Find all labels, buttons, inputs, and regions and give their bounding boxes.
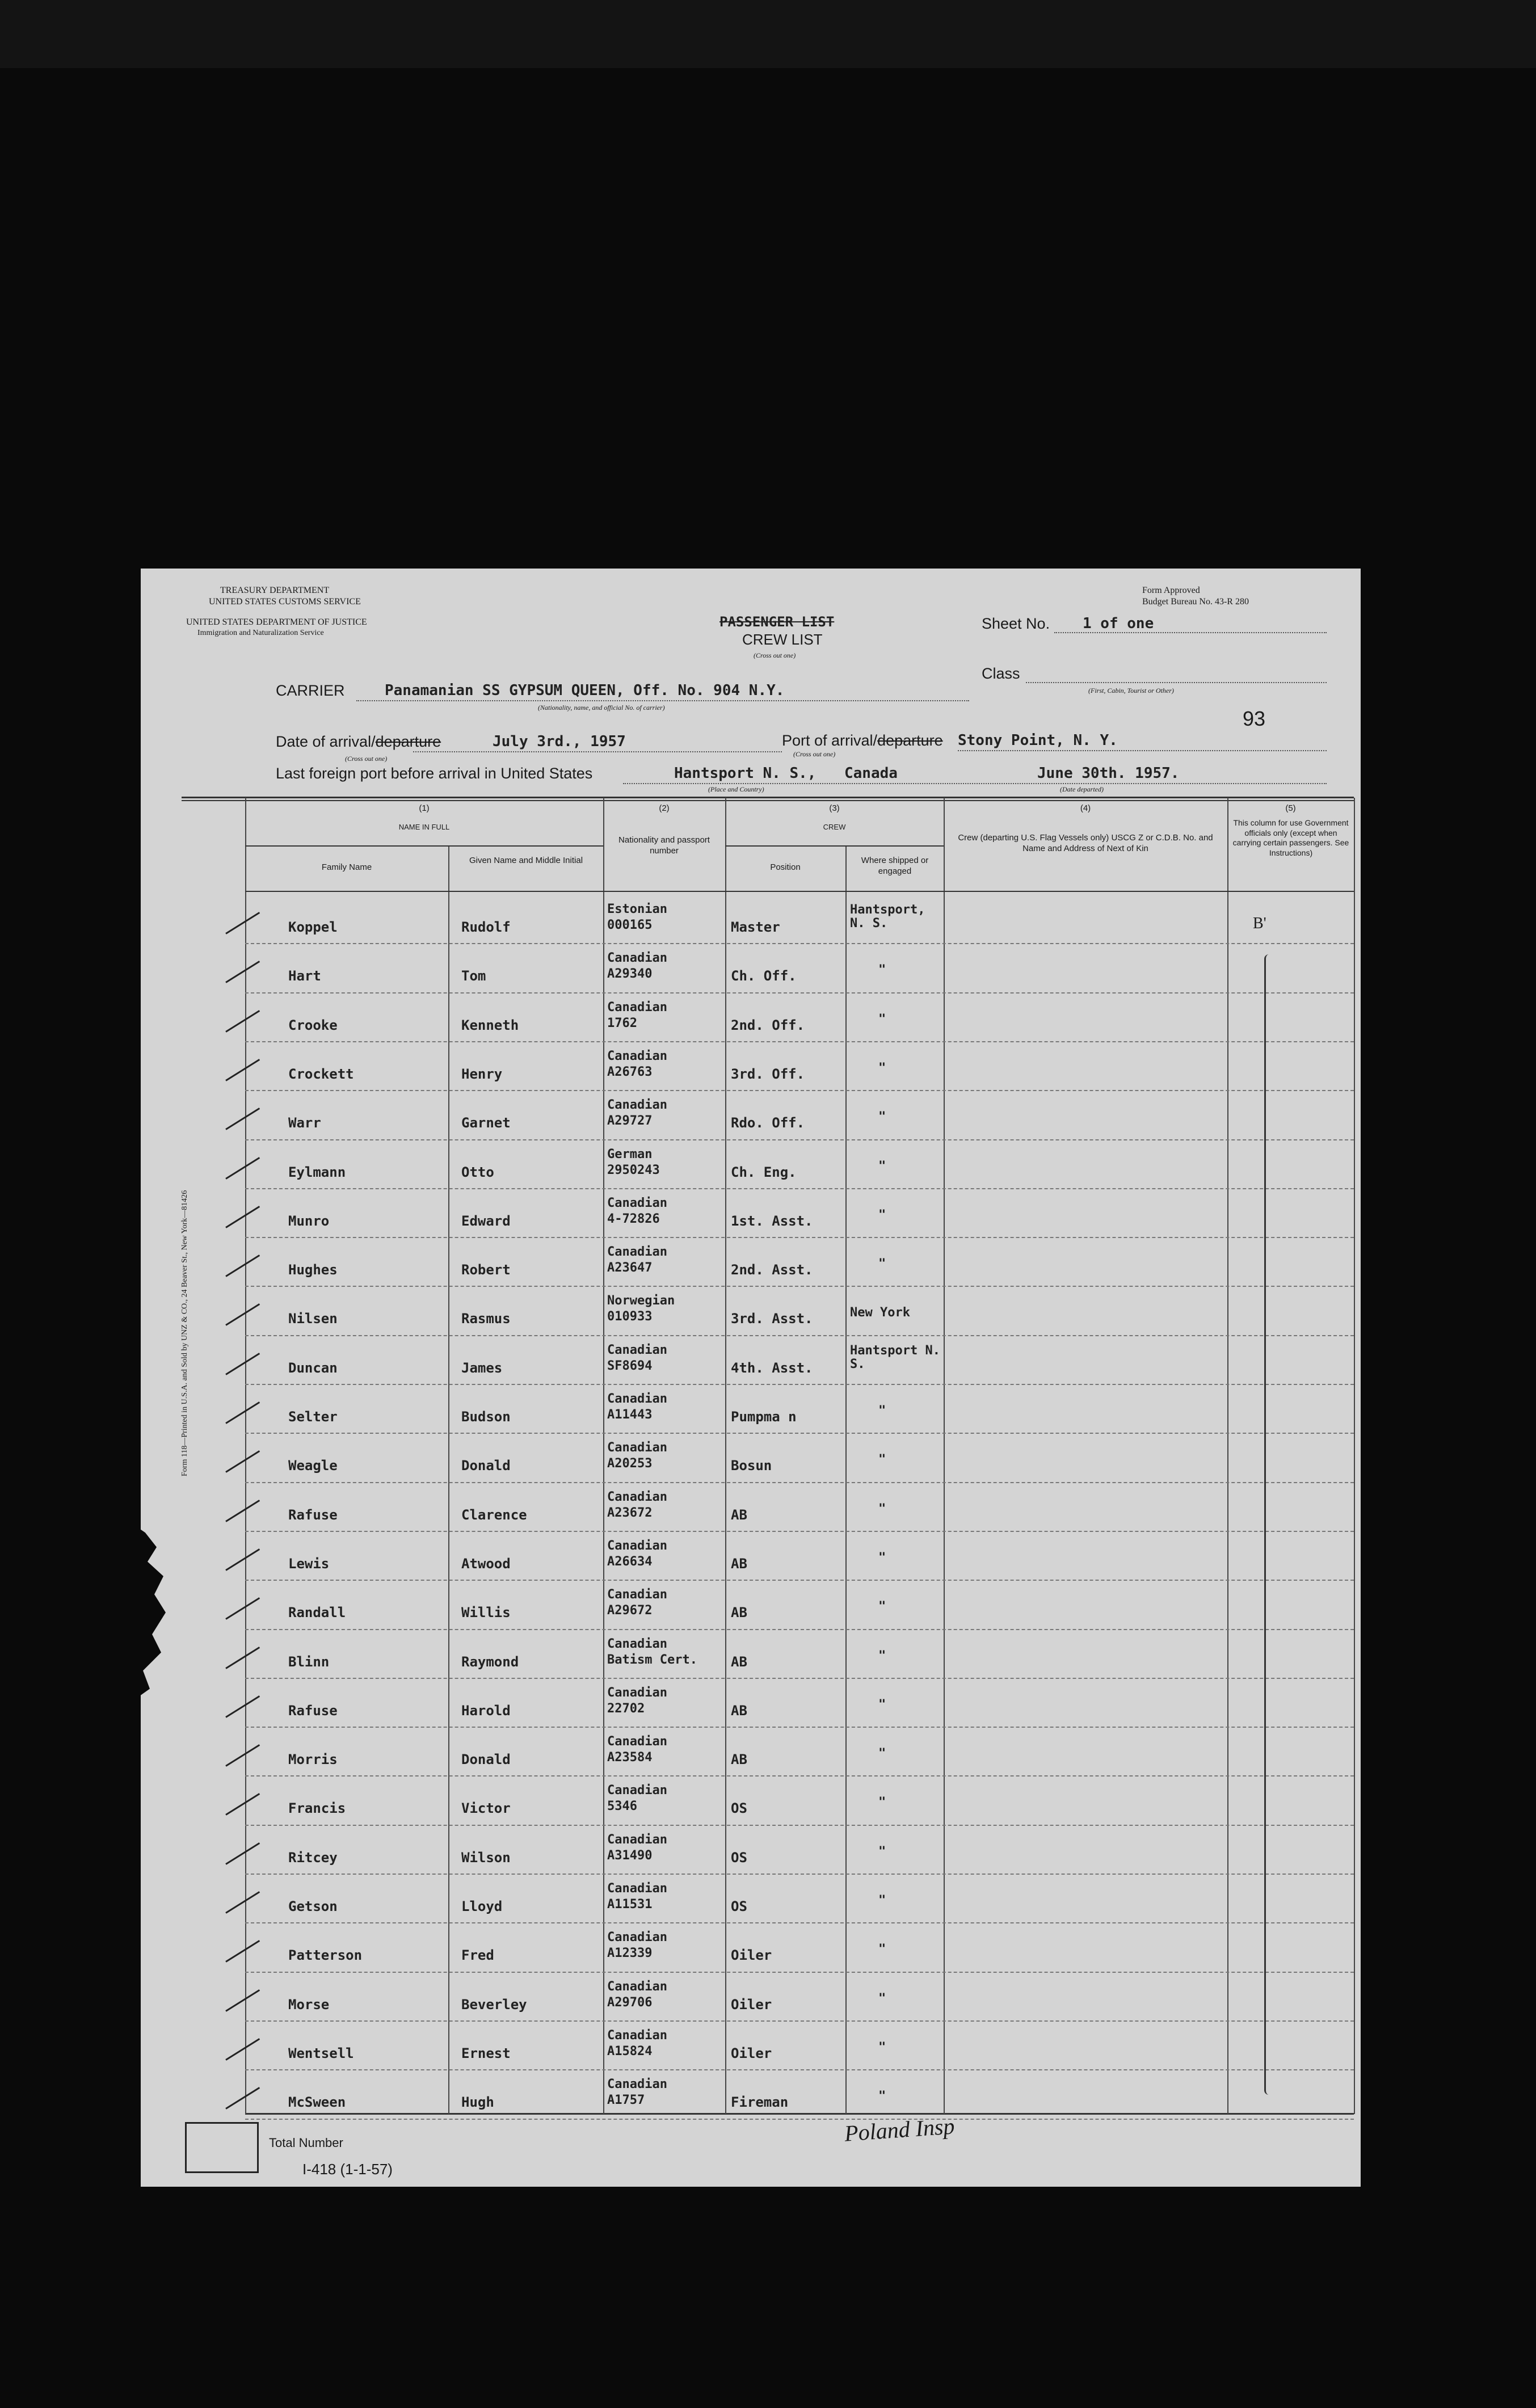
crew-passport: Batism Cert. [607,1652,697,1667]
crew-where-shipped: " [878,1501,886,1516]
crew-position: AB [731,1605,747,1621]
crew-passport: A11443 [607,1408,653,1422]
crew-position: AB [731,1653,747,1670]
dept-treasury: TREASURY DEPARTMENT [220,586,330,595]
crew-family-name: Hughes [288,1262,338,1278]
port-arrival-value: Stony Point, N. Y. [958,732,1118,749]
crew-given-name: Willis [461,1605,511,1621]
crew-given-name: Fred [461,1947,494,1964]
crew-passport: A20253 [607,1456,653,1471]
crew-passport: 2950243 [607,1163,660,1177]
crew-given-name: James [461,1359,503,1376]
crew-where-shipped: " [878,1697,886,1712]
crew-family-name: Getson [288,1898,338,1914]
crew-given-name: Budson [461,1409,511,1425]
crew-family-name: Lewis [288,1555,330,1572]
crew-position: Pumpma n [731,1409,797,1425]
row-divider [245,2020,1354,2022]
crew-given-name: Hugh [461,2094,494,2111]
crew-where-shipped: " [878,1599,886,1614]
row-divider [245,1384,1354,1385]
crew-given-name: Kenneth [461,1017,519,1033]
row-divider [245,1482,1354,1483]
inspector-signature: Poland Insp [843,2113,956,2146]
row-divider [245,1972,1354,1973]
check-mark [225,2087,260,2110]
form-approved: Form Approved [1142,586,1200,595]
crew-nationality: Canadian [607,1881,667,1896]
torn-edge [141,1522,175,1703]
col5-title: This column for use Government officials only (except when carrying certain passengers. See Instructions) [1232,818,1349,857]
port-arrival-label: Port of arrival/departure [782,732,943,749]
carrier-hint: (Nationality, name, and official No. of carrier) [538,704,665,712]
row-divider [245,1139,1354,1140]
col-given-name: Given Name and Middle Initial [469,856,583,865]
crew-where-shipped: " [878,2040,886,2055]
crew-family-name: McSween [288,2094,346,2111]
crew-position: AB [731,1752,747,1768]
check-mark [225,1597,260,1620]
crew-passport: A26763 [607,1064,653,1079]
crew-where-shipped: " [878,1012,886,1026]
departed-hint: (Date departed) [1060,785,1104,793]
crew-position: 1st. Asst. [731,1213,813,1229]
crew-passport: 1762 [607,1016,637,1030]
check-mark [225,1500,260,1522]
crew-list-form [141,569,1361,2187]
crew-position: Oiler [731,2045,772,2061]
crew-family-name: Crockett [288,1066,354,1082]
crew-given-name: Clarence [461,1506,527,1523]
row-divider [245,1775,1354,1776]
crew-nationality: Canadian [607,1049,667,1063]
check-mark [225,1059,260,1081]
crew-family-name: Nilsen [288,1311,338,1327]
row-divider [245,992,1354,993]
row-divider [245,1237,1354,1238]
crew-position: Bosun [731,1458,772,1474]
crew-where-shipped: New York [850,1306,910,1320]
crew-where-shipped: " [878,1844,886,1859]
crew-where-shipped: Hantsport N. S. [850,1343,940,1371]
crew-given-name: Victor [461,1800,511,1817]
last-port-label: Last foreign port before arrival in United States [276,765,593,782]
crew-family-name: Weagle [288,1458,338,1474]
crew-family-name: Blinn [288,1653,330,1670]
check-mark [225,1304,260,1327]
row-divider [245,2069,1354,2070]
check-mark [225,1744,260,1767]
crew-nationality: Canadian [607,2077,667,2092]
crew-family-name: Francis [288,1800,346,1817]
crew-where-shipped: " [878,1207,886,1222]
crew-nationality: Canadian [607,1392,667,1406]
class-label: Class [982,665,1020,682]
row-divider [245,1825,1354,1826]
crew-passport: 4-72826 [607,1211,660,1226]
sheet-label: Sheet No. [982,615,1050,632]
crew-given-name: Otto [461,1164,494,1180]
crew-family-name: Patterson [288,1947,363,1964]
crew-where-shipped: " [878,1110,886,1125]
crew-where-shipped: " [878,1893,886,1908]
carrier-value: Panamanian SS GYPSUM QUEEN, Off. No. 904 N.Y. [385,682,785,699]
crew-position: AB [731,1506,747,1523]
crew-position: OS [731,1849,747,1866]
crew-family-name: Eylmann [288,1164,346,1180]
crew-given-name: Rasmus [461,1311,511,1327]
check-mark [225,1647,260,1669]
crew-where-shipped: " [878,1257,886,1272]
date-arrival-label: Date of arrival/departure [276,733,441,750]
crew-nationality: Canadian [607,951,667,966]
crew-nationality: Canadian [607,1000,667,1014]
check-mark [225,1206,260,1228]
departed-value: June 30th. 1957. [1037,765,1180,782]
row-divider [245,1580,1354,1581]
crew-nationality: Canadian [607,1783,667,1798]
crew-passport: 000165 [607,918,653,932]
row-divider [245,2119,1354,2120]
form-title: CREW LIST [742,631,823,648]
crew-family-name: Rafuse [288,1506,338,1523]
total-number-box [185,2122,259,2173]
crew-passport: A23647 [607,1261,653,1275]
crew-given-name: Beverley [461,1996,527,2013]
crew-nationality: Canadian [607,1588,667,1602]
crew-passport: SF8694 [607,1358,653,1373]
crew-position: 3rd. Off. [731,1066,805,1082]
crew-nationality: Canadian [607,1489,667,1504]
row-divider [245,1188,1354,1189]
crew-where-shipped: " [878,963,886,978]
row-divider [245,1874,1354,1875]
col4-title: Crew (departing U.S. Flag Vessels only) USCG Z or C.D.B. No. and Name and Address of Next of Kin [958,833,1213,853]
col1-number: (1) [419,803,430,813]
col-where-shipped: Where shipped or engaged [861,856,929,876]
crew-passport: A12339 [607,1946,653,1961]
crew-nationality: Canadian [607,1979,667,1994]
crew-family-name: Ritcey [288,1849,338,1866]
crew-given-name: Rudolf [461,919,511,935]
crew-position: 4th. Asst. [731,1359,813,1376]
row-divider [245,1286,1354,1287]
crew-given-name: Henry [461,1066,503,1082]
check-mark [225,1891,260,1914]
row-divider [245,1922,1354,1923]
check-mark [225,2038,260,2061]
page-number: 93 [1243,707,1266,730]
crew-where-shipped: " [878,1746,886,1761]
dept-customs: UNITED STATES CUSTOMS SERVICE [209,597,361,607]
crew-given-name: Wilson [461,1849,511,1866]
crew-position: Master [731,919,780,935]
place-hint: (Place and Country) [708,785,764,793]
crew-given-name: Edward [461,1213,511,1229]
crew-nationality: Canadian [607,1098,667,1113]
crew-where-shipped: " [878,1550,886,1565]
col5-number: (5) [1285,803,1296,813]
carrier-label: CARRIER [276,682,345,699]
crew-passport: A29727 [607,1114,653,1129]
check-mark [225,1794,260,1816]
crew-nationality: Canadian [607,2028,667,2043]
check-mark [225,1989,260,2012]
crew-passport: 010933 [607,1310,653,1324]
crew-position: OS [731,1898,747,1914]
last-port-country: Canada [844,765,898,782]
crew-nationality: Estonian [607,902,667,916]
dept-justice: UNITED STATES DEPARTMENT OF JUSTICE [186,617,367,627]
check-mark [225,1254,260,1277]
crew-position: Rdo. Off. [731,1115,805,1131]
check-mark [225,1157,260,1180]
total-number-label: Total Number [269,2136,343,2150]
port-cross-out-hint: (Cross out one) [793,750,836,758]
col3-number: (3) [829,803,840,813]
crew-passport: A15824 [607,2044,653,2058]
check-mark [225,1450,260,1473]
date-arrival-value: July 3rd., 1957 [493,733,626,750]
crew-passport: 5346 [607,1799,637,1814]
crew-given-name: Atwood [461,1555,511,1572]
crew-given-name: Tom [461,968,486,984]
row-divider [245,1678,1354,1679]
crew-position: Fireman [731,2094,789,2111]
row-divider [245,1629,1354,1630]
crew-family-name: Wentsell [288,2045,354,2061]
crew-given-name: Robert [461,1262,511,1278]
crew-where-shipped: " [878,1991,886,2006]
crew-family-name: Koppel [288,919,338,935]
col1-title: NAME IN FULL [398,823,450,831]
crew-where-shipped: Hantsport, N. S. [850,903,925,931]
last-port-value: Hantsport N. S., [674,765,817,782]
col4-number: (4) [1080,803,1091,813]
crew-given-name: Garnet [461,1115,511,1131]
crew-nationality: Canadian [607,1538,667,1553]
crew-nationality: Canadian [607,1832,667,1847]
crew-where-shipped: " [878,1404,886,1418]
dept-ins: Immigration and Naturalization Service [197,629,324,637]
row-divider [245,1090,1354,1091]
crew-nationality: Canadian [607,1735,667,1749]
crew-nationality: Canadian [607,1441,667,1455]
check-mark [225,912,260,934]
crew-family-name: Rafuse [288,1702,338,1719]
crew-given-name: Donald [461,1458,511,1474]
crew-where-shipped: " [878,1795,886,1810]
check-mark [225,1695,260,1718]
col-family-name: Family Name [321,862,372,872]
crew-position: Ch. Off. [731,968,797,984]
budget-bureau: Budget Bureau No. 43-R 280 [1142,597,1249,607]
crew-where-shipped: " [878,1648,886,1663]
crew-passport: A29340 [607,967,653,982]
crew-position: Oiler [731,1947,772,1964]
col2-number: (2) [659,803,670,813]
scanner-top-band [0,0,1536,68]
check-mark [225,1108,260,1130]
official-mark: B' [1253,915,1266,932]
crew-family-name: Crooke [288,1017,338,1033]
crew-where-shipped: " [878,1159,886,1173]
col2-title: Nationality and passport number [618,835,710,856]
crew-position: 2nd. Asst. [731,1262,813,1278]
crew-passport: A1757 [607,2093,645,2108]
row-divider [245,1041,1354,1042]
crew-given-name: Harold [461,1702,511,1719]
crew-where-shipped: " [878,1060,886,1075]
crew-family-name: Randall [288,1605,346,1621]
crew-passport: A23584 [607,1750,653,1765]
crew-passport: A31490 [607,1848,653,1863]
crew-position: AB [731,1702,747,1719]
check-mark [225,1842,260,1865]
crew-position: 2nd. Off. [731,1017,805,1033]
crew-position: AB [731,1555,747,1572]
crew-nationality: Canadian [607,1636,667,1651]
crew-family-name: Morris [288,1752,338,1768]
crew-nationality: Canadian [607,1245,667,1260]
crew-passport: A11531 [607,1897,653,1912]
crew-where-shipped: " [878,1942,886,1957]
crew-nationality: German [607,1147,653,1161]
table-top-rule [182,797,1354,798]
crew-nationality: Norwegian [607,1294,675,1308]
side-print: Form 118—Printed in U.S.A. and Sold by UNZ & CO., 24 Beaver St., New York—81426 [180,1190,189,1476]
crew-given-name: Ernest [461,2045,511,2061]
crew-family-name: Selter [288,1409,338,1425]
crew-nationality: Canadian [607,1342,667,1357]
row-divider [245,1335,1354,1336]
col-position: Position [770,862,801,872]
crew-nationality: Canadian [607,1930,667,1945]
row-divider [245,1727,1354,1728]
row-divider [245,943,1354,944]
crew-position: 3rd. Asst. [731,1311,813,1327]
row-divider [245,1531,1354,1532]
date-cross-out-hint: (Cross out one) [345,755,388,763]
crew-nationality: Canadian [607,1685,667,1700]
crew-nationality: Canadian [607,1195,667,1210]
crew-position: Ch. Eng. [731,1164,797,1180]
crew-where-shipped: " [878,2089,886,2104]
crew-family-name: Munro [288,1213,330,1229]
sheet-value: 1 of one [1083,615,1154,632]
crew-family-name: Hart [288,968,321,984]
class-hint: (First, Cabin, Tourist or Other) [1088,687,1174,694]
crew-position: OS [731,1800,747,1817]
crew-passport: A29706 [607,1995,653,2010]
form-number: I-418 (1-1-57) [302,2161,393,2178]
crew-where-shipped: " [878,1453,886,1467]
check-mark [225,1353,260,1375]
crew-family-name: Duncan [288,1359,338,1376]
check-mark [225,961,260,983]
col3-title: CREW [823,823,846,831]
row-divider [245,1433,1354,1434]
crew-passport: A23672 [607,1505,653,1520]
check-mark [225,1548,260,1571]
crew-given-name: Lloyd [461,1898,503,1914]
check-mark [225,1940,260,1963]
passenger-list-struck: PASSENGER LIST [719,614,835,630]
crew-family-name: Morse [288,1996,330,2013]
table-bottom-rule [245,2113,1354,2115]
crew-given-name: Raymond [461,1653,519,1670]
crew-position: Oiler [731,1996,772,2013]
check-mark [225,1401,260,1424]
official-bracket [1264,954,1269,2095]
crew-given-name: Donald [461,1752,511,1768]
crew-passport: A26634 [607,1554,653,1569]
crew-passport: A29672 [607,1603,653,1618]
crew-family-name: Warr [288,1115,321,1131]
title-cross-out-hint: (Cross out one) [754,651,796,659]
crew-passport: 22702 [607,1701,645,1716]
check-mark [225,1010,260,1033]
